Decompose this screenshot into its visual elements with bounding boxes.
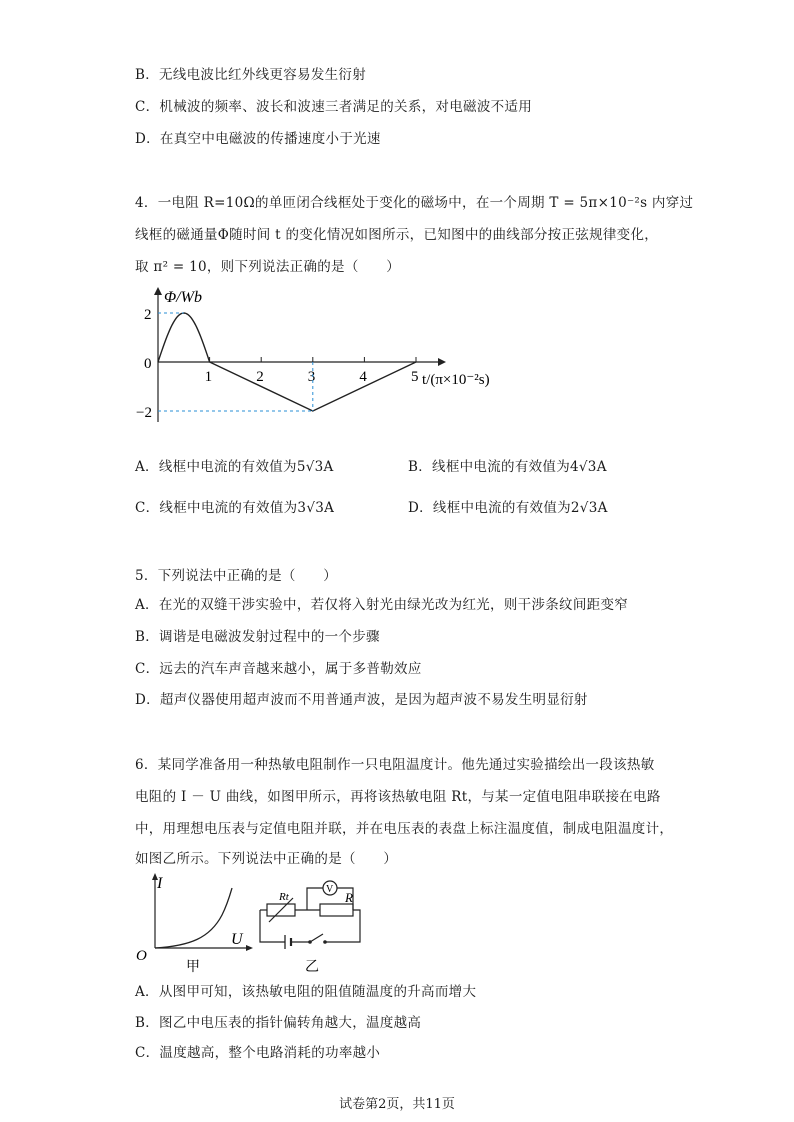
q4-option-b: B．线框中电流的有效值为4√3A [408,459,607,475]
voltmeter-label: V [326,884,334,895]
q6-stem-line1: 6．某同学准备用一种热敏电阻制作一只电阻温度计。他先通过实验描绘出一段该热敏 [135,757,655,773]
figure-jia-caption: 甲 [186,959,200,975]
y-tick-label: 2 [144,307,152,323]
x-axis-arrow-icon [438,358,446,366]
circuit-wire-left [260,910,285,942]
rt-label: Rt [279,891,289,903]
q5-option-c: C．远去的汽车声音越来越小，属于多普勒效应 [135,661,422,677]
switch-pivot [308,940,312,944]
q6-option-a: A．从图甲可知，该热敏电阻的阻值随温度的升高而增大 [135,984,477,1000]
q3-option-c: C．机械波的频率、波长和波速三者满足的关系，对电磁波不适用 [135,99,533,115]
q4-option-c: C．线框中电流的有效值为3√3A [135,500,335,516]
x-tick-label: 4 [359,369,367,385]
q6-stem-line3: 中，用理想电压表与定值电阻并联，并在电压表的表盘上标注温度值，制成电阻温度计， [135,821,674,837]
resistor-r [320,904,353,916]
flux-time-graph [130,282,520,427]
q4-stem-line1: 4．一电阻 R=10Ω的单匝闭合线框处于变化的磁场中，在一个周期 T = 5π×10⁻²s 内穿过 [135,195,694,211]
iu-curve [155,888,232,948]
q4-stem-line3: 取 π² = 10，则下列说法正确的是（ ） [135,259,401,275]
voltmeter-wire-left [307,888,323,910]
q4-option-d: D．线框中电流的有效值为2√3A [408,500,608,516]
u-axis-label: U [231,931,243,948]
y-axis-label: Φ/Wb [164,289,202,306]
y-tick-label: −2 [136,405,152,421]
q4-stem-line2: 线框的磁通量Φ随时间 t 的变化情况如图所示，已知图中的曲线部分按正弦规律变化， [135,227,659,243]
q5-option-a: A．在光的双缝干涉实验中，若仅将入射光由绿光改为红光，则干涉条纹间距变窄 [135,597,629,613]
r-label: R [345,890,353,905]
page-footer: 试卷第2页，共11页 [339,1097,455,1112]
q3-option-d: D．在真空中电磁波的传播速度小于光速 [135,131,381,147]
x-tick-label: 2 [256,369,264,385]
u-axis-arrow-icon [246,945,253,951]
q6-stem-line4: 如图乙所示。下列说法中正确的是（ ） [135,851,398,867]
q5-option-d: D．超声仪器使用超声波而不用普通声波，是因为超声波不易发生明显衍射 [135,692,588,708]
x-tick-label: 3 [307,369,316,385]
q3-option-b: B．无线电波比红外线更容易发生衍射 [135,67,367,83]
origin-label: O [136,948,147,964]
q4-option-a: A．线框中电流的有效值为5√3A [135,459,334,475]
x-tick-label: 5 [411,369,419,385]
i-axis-label: I [157,875,163,892]
q5-stem: 5．下列说法中正确的是（ ） [135,568,338,584]
y-tick-label: 0 [144,356,152,372]
iu-curve-figure [130,870,255,975]
x-tick-label: 1 [204,369,213,385]
switch-contact [323,940,327,944]
circuit-wire-right [325,910,360,942]
x-axis-label: t/(π×10⁻²s) [422,372,490,388]
q6-option-c: C．温度越高，整个电路消耗的功率越小 [135,1045,381,1061]
q6-stem-line2: 电阻的 I － U 曲线，如图甲所示，再将该热敏电阻 Rt，与某一定值电阻串联接在电路 [135,789,661,805]
switch-blade [310,934,323,942]
q6-option-b: B．图乙中电压表的指针偏转角越大，温度越高 [135,1015,422,1031]
y-axis-arrow-icon [154,287,162,295]
flux-sine-segment [158,313,210,362]
q5-option-b: B．调谐是电磁波发射过程中的一个步骤 [135,629,380,645]
circuit-figure [255,872,370,977]
figure-yi-caption: 乙 [305,959,319,975]
